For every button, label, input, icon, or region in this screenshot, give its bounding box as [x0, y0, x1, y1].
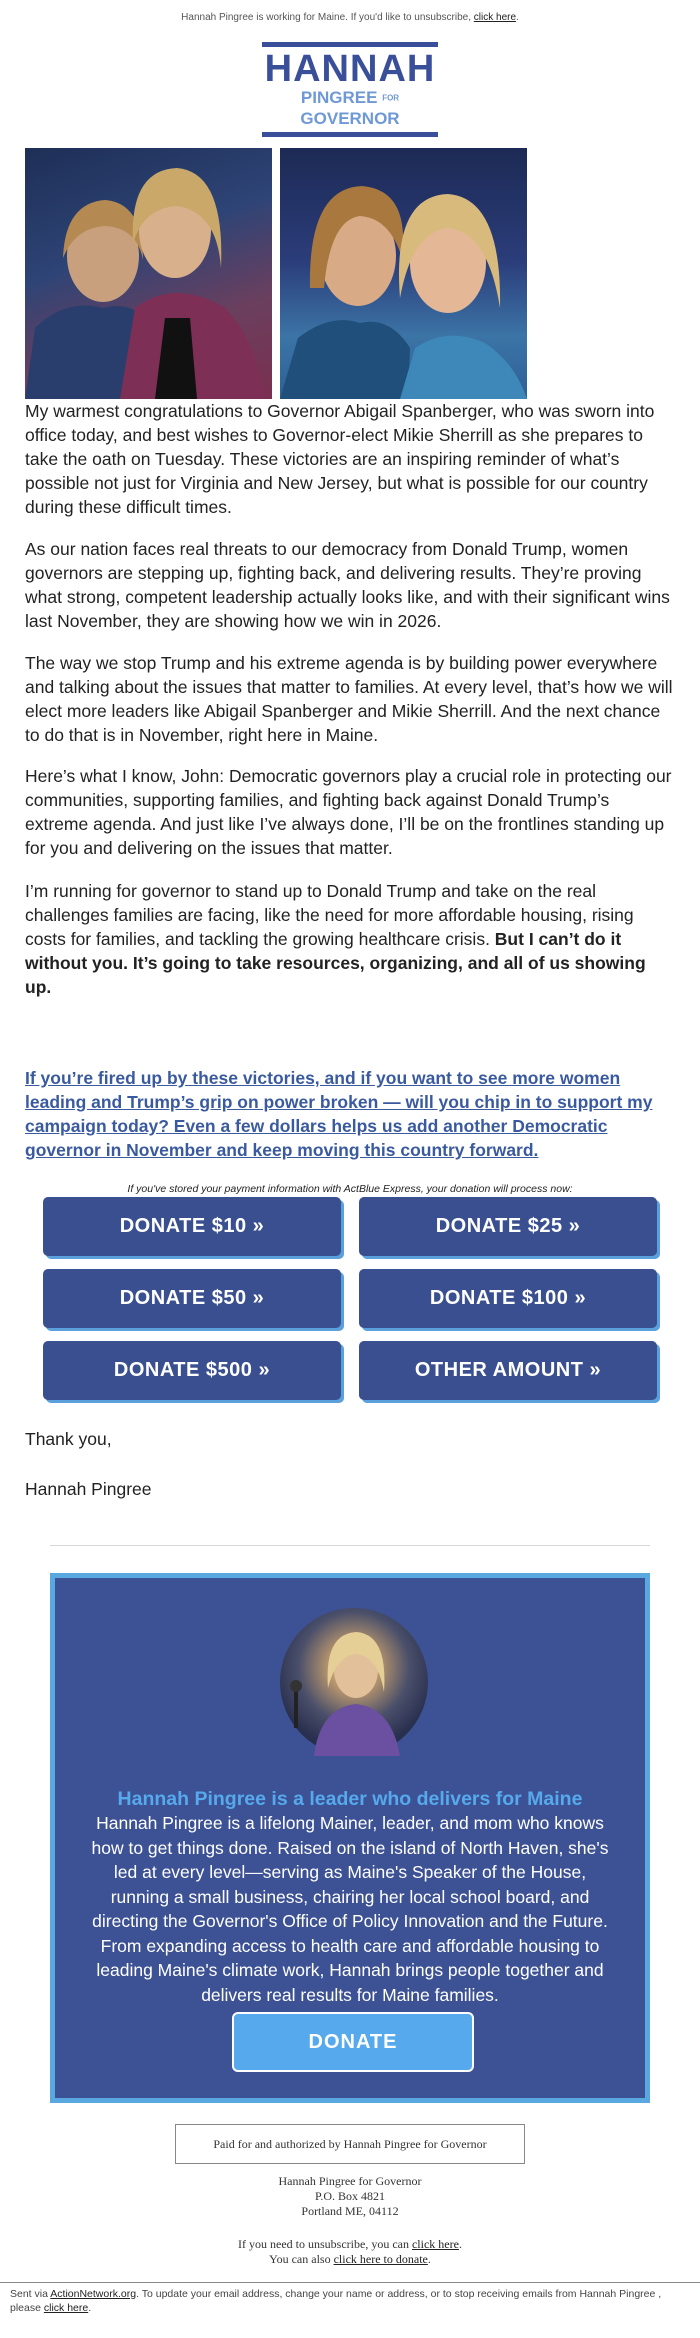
bio-donate-button[interactable]: DONATE — [232, 2012, 474, 2072]
donate-25-button[interactable]: DONATE $25 » — [359, 1197, 657, 1256]
bio-card — [50, 1573, 650, 2103]
donate-50-button[interactable]: DONATE $50 » — [43, 1269, 341, 1328]
photo-with-spanberger — [25, 148, 272, 399]
footer-text-middle: . To update your email address, change your name or address, or to stop receiving emails from Hannah Pingree , please — [10, 2288, 662, 2314]
photo-with-sherrill — [280, 148, 527, 399]
unsubscribe-note — [0, 12, 700, 23]
logo-sub-left: PINGREE — [300, 88, 378, 107]
legal-donate-text: You can also — [269, 2252, 334, 2266]
section-divider — [50, 1545, 650, 1546]
header-unsubscribe-link[interactable]: click here — [473, 12, 517, 23]
paragraph-congratulations: My warmest congratulations to Governor Abigail Spanberger, who was sworn into office today, and best wishes to Governor-elect Mikie Sherrill as she prepares to take the oath on Tuesday. These victories are an inspiring reminder of what’s possible not just for Virginia and New Jersey, but what is possible for our country during these difficult times. — [25, 401, 655, 517]
bio-text: Hannah Pingree is a lifelong Mainer, leader, and mom who knows how to get things done. Raised on the island of North Haven, she's led at every level—serving as Maine's Speaker of the House, running a small business, chairing her local school board, and directing the Governor's Office of Policy Innovation and the Future. From expanding access to health care and affordable housing to leading Maine's climate work, Hannah brings people together and delivers real results for Maine families. — [91, 1813, 609, 2005]
paragraph-running-bold: But I can’t do it without you. It’s going to take resources, organizing, and all of us showing up. — [25, 929, 646, 997]
logo-subtitle — [262, 88, 438, 137]
paragraph-running — [25, 879, 675, 999]
legal-unsubscribe-link[interactable]: click here — [411, 2237, 459, 2251]
paid-for-disclaimer: Paid for and authorized by Hannah Pingree for Governor — [175, 2124, 525, 2164]
footer-text-start: Sent via — [10, 2288, 51, 2300]
paragraph-threats: As our nation faces real threats to our democracy from Donald Trump, women governors are stepping up, fighting back, and delivering results. They’re proving what strong, competent leadership actually looks like, and with their significant wins last November, they are showing how we win in 2026. — [25, 539, 670, 631]
closing-thanks: Thank you, — [25, 1429, 112, 1449]
address-city: Portland ME, 04112 — [301, 2204, 399, 2218]
address-org: Hannah Pingree for Governor — [278, 2174, 422, 2188]
legal-unsubscribe-end: . — [458, 2237, 462, 2251]
legal-donate-link[interactable]: click here to donate — [333, 2252, 428, 2266]
paragraph-governors-role: Here’s what I know, John: Democratic governors play a crucial role in protecting our communities, supporting families, and fighting back against Donald Trump’s extreme agenda. And just like I’ve always done, I’ll be on the frontlines standing up for you and delivering on the issues that matter. — [25, 766, 672, 858]
paragraph-build-power: The way we stop Trump and his extreme agenda is by building power everywhere and talking about the issues that matter to families. At every level, that’s how we will elect more leaders like Abigail Spanberger and Mikie Sherrill. And the next chance to do that is in November, right here in Maine. — [25, 653, 673, 745]
logo-sub-right: GOVERNOR — [300, 108, 400, 128]
donate-500-button[interactable]: DONATE $500 » — [43, 1341, 341, 1400]
actblue-note: If you've stored your payment information with ActBlue Express, your donation will process now: — [127, 1183, 573, 1195]
unsubscribe-note-end: . — [516, 12, 519, 23]
donate-other-amount-button[interactable]: OTHER AMOUNT » — [359, 1341, 657, 1400]
legal-donate-line — [0, 2252, 700, 2267]
footer-actionnetwork-link[interactable]: ActionNetwork.org — [50, 2288, 137, 2300]
legal-links — [0, 2237, 700, 2267]
footer-manage-link[interactable]: click here — [43, 2302, 89, 2314]
address-po-box: P.O. Box 4821 — [314, 2189, 385, 2203]
logo-name: HANNAH — [262, 42, 438, 88]
campaign-logo — [262, 42, 438, 128]
logo-sub-for: FOR — [382, 93, 400, 103]
unsubscribe-note-text: Hannah Pingree is working for Maine. If you'd like to unsubscribe, — [181, 12, 474, 23]
photo-with-sherrill-art — [280, 148, 527, 399]
legal-donate-end: . — [427, 2252, 431, 2266]
legal-unsubscribe-text: If you need to unsubscribe, you can — [238, 2237, 412, 2251]
paragraph-running-text: I’m running for governor to stand up to Donald Trump and take on the real challenges families are facing, like the need for more affordable housing, rising costs for families, and tackling the growing healthcare crisis. — [25, 881, 634, 949]
candidate-portrait-art — [280, 1608, 428, 1756]
closing-signature: Hannah Pingree — [25, 1479, 152, 1499]
footer-text-end: . — [88, 2302, 92, 2314]
photo-with-spanberger-art — [25, 148, 272, 399]
donation-appeal-link[interactable]: If you’re fired up by these victories, and if you want to see more women leading and Trump’s grip on power broken — will you chip in to support my campaign today? Even a few dollars helps us add another Democratic governor in November and keep moving this country forward. — [25, 1068, 653, 1160]
legal-unsubscribe-line — [0, 2237, 700, 2252]
donate-100-button[interactable]: DONATE $100 » — [359, 1269, 657, 1328]
mailing-address — [0, 2174, 700, 2219]
email-footer — [0, 2282, 700, 2315]
candidate-portrait — [280, 1608, 428, 1756]
donate-10-button[interactable]: DONATE $10 » — [43, 1197, 341, 1256]
bio-title: Hannah Pingree is a leader who delivers for Maine — [117, 1788, 583, 1810]
